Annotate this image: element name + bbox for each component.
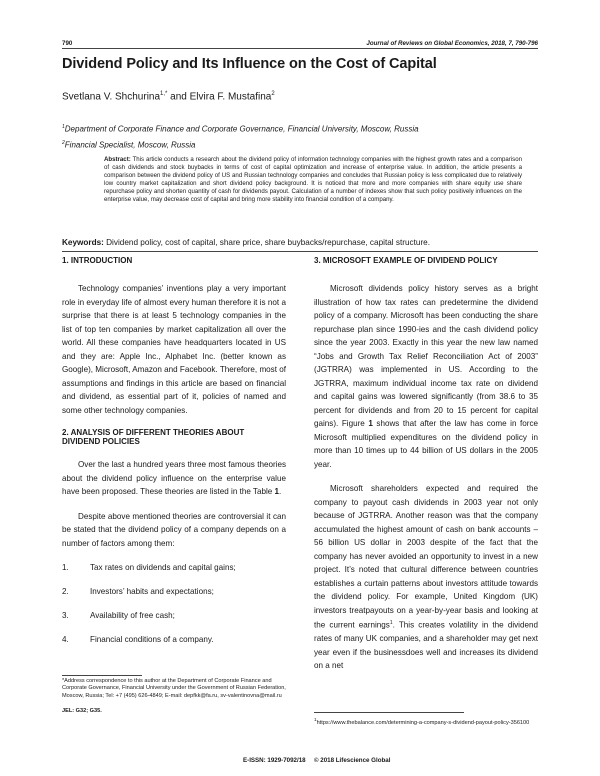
page-number: 790 xyxy=(62,40,73,47)
keywords-text: Dividend policy, cost of capital, share price, share buybacks/repurchase, capital structure. xyxy=(103,238,430,247)
eissn: E-ISSN: 1929-7092/18 xyxy=(243,757,306,764)
correspondence-footnote: *Address correspondence to this author at the Department of Corporate Finance and Corporate Governance, Financial University under the Government of Russian Federation, Moscow, Russia; Tel: +7 (495) 626-4849; E-mail: depfkk@fa.ru, sv-valentinovna@mail.ru xyxy=(62,678,286,699)
list-number: 3. xyxy=(62,611,69,620)
abstract-text: This article conducts a research about the dividend policy of information technology companies with the highest growth rates and a comparison of cash dividends and stock buybacks in terms of cost of capital optimization and increase of enterprise value. In addition, the article presents a comparison between the dividend policy of US and Russian technology companies and concludes that Russian policy is less complicated due to relatively low country market capitalization and short dividend policy background. It is noticed that more and more companies with share equity use share repurchase policy and shorten quantity of cash for dividends payout. Calculation of a number of indexes show that such policy positively influences on the enterprise value, may decrease cost of capital and bring more stability into financial condition of a company. xyxy=(104,156,522,204)
copyright: © 2018 Lifescience Global xyxy=(314,757,391,764)
affiliation xyxy=(62,124,419,134)
right-column xyxy=(314,256,538,684)
keywords-label: Keywords: xyxy=(62,238,104,247)
section-heading: 1. INTRODUCTION xyxy=(62,256,133,265)
list-item xyxy=(62,633,286,657)
abstract-label: Abstract: xyxy=(104,156,131,163)
author-superscript: 1,* xyxy=(160,91,168,97)
paragraph-text: Microsoft dividends policy history serves as a bright illustration of how tax rates can predetermine the dividend policy of a company. Microsoft has been conducting the share repurchase plan since 1990-ies and the cash dividend policy since the year 2003. Exactly in this year the new law named “Jobs and Growth Tax Relief Reconciliation Act of 2003” (JGTRRA) was implemented in US. According to the JGTRRA, maximum individual income tax rate on dividend and capital gains was lowered significantly (from 38.6 to 35 percent for dividends and from 20 to 15 percent for capital gains). Figure xyxy=(314,284,538,428)
header-rule xyxy=(62,48,538,49)
affiliation xyxy=(62,140,196,150)
author-superscript: 2 xyxy=(271,91,275,97)
paragraph xyxy=(314,282,538,471)
list-text: Financial conditions of a company. xyxy=(90,635,214,644)
footnote-rule xyxy=(314,712,464,713)
author-list xyxy=(62,91,275,102)
jel-codes: JEL: G32; G35. xyxy=(62,708,102,714)
section-heading-line: 2. ANALYSIS OF DIFFERENT THEORIES ABOUT xyxy=(62,428,245,437)
list-text: Investors’ habits and expectations; xyxy=(90,587,214,596)
list-number: 1. xyxy=(62,563,69,572)
left-column xyxy=(62,256,286,657)
section-heading-line: DIVIDEND POLICIES xyxy=(62,437,140,446)
paragraph-text: shows that after the law has come in force Microsoft multiplied expenditures on the dividend policy in more than 10 times up to 44 billion of US dollars in the 2005 year. xyxy=(314,419,539,469)
table-ref: 1 xyxy=(274,487,280,496)
list-number: 4. xyxy=(62,635,69,644)
figure-ref: 1 xyxy=(368,419,373,428)
paragraph: Technology companies’ inventions play a very important role in everyday life of almost every human therefore it is not a surprise that there is at least 5 technology companies in the list of top ten companies by market capitalization all over the world. All these companies have headquarters located in US and they are: Apple Inc., Alphabet Inc. (better known as Google), Microsoft, Amazon and Facebook. Therefore, most of assumptions and findings in this article are based on financial and dividend, as essential part of it, policies of named and some other technology companies. xyxy=(62,284,286,415)
list-number: 2. xyxy=(62,587,69,596)
author-name: Svetlana V. Shchurina xyxy=(62,91,161,103)
paragraph-text: . This creates volatility in the dividend rates of many UK companies, and a shareholder may get next year even if the businessdoes well and increases its dividend on a net xyxy=(314,620,538,671)
paragraph: Despite above mentioned theories are controversial it can be stated that the dividend policy of a company depends on a number of factors among them: xyxy=(62,511,286,548)
affiliation-text: Financial Specialist, Moscow, Russia xyxy=(64,140,196,150)
paragraph-text: Microsoft shareholders expected and required the company to payout cash dividends in 2003 year not only because of JGTRRA. Another reason was that the company accumulated the highest amount of cash on bank accounts – 56 billion US dollar in 2003 despite of the fact that the company has never avoided an opportunity to invest in a new project. It’s noted that cultural difference between countries establishes a curtain patterns about investors attitude towards the dividend policy. For example, United Kingdom (UK) investors treatpayouts on a year-by-year basis and looking at the current earnings xyxy=(314,484,538,630)
abstract xyxy=(104,156,522,205)
affiliation-text: Department of Corporate Finance and Corporate Governance, Financial University, Moscow, Russia xyxy=(64,124,419,134)
section-heading xyxy=(62,428,286,446)
keywords-rule xyxy=(62,251,538,252)
paragraph-text: . xyxy=(279,487,282,496)
footnote-marker: 1 xyxy=(389,620,393,626)
keywords xyxy=(62,238,538,247)
list-item xyxy=(62,561,286,585)
section-heading: 3. MICROSOFT EXAMPLE OF DIVIDEND POLICY xyxy=(314,256,498,265)
author-name: Elvira F. Mustafina xyxy=(189,91,272,103)
footnote-marker: 1 xyxy=(314,717,317,722)
paper-title: Dividend Policy and Its Influence on the Cost of Capital xyxy=(62,56,437,72)
url-footnote xyxy=(314,716,538,727)
journal-header: Journal of Reviews on Global Economics, 2018, 7, 790-796 xyxy=(366,40,538,47)
footnote-url: https://www.thebalance.com/determining-a-company-s-dividend-payout-policy-356100 xyxy=(316,719,530,726)
footnote-rule xyxy=(62,675,142,676)
affiliation-superscript: 1 xyxy=(62,124,65,130)
list-text: Tax rates on dividends and capital gains; xyxy=(90,563,236,572)
list-text: Availability of free cash; xyxy=(90,611,175,620)
list-item xyxy=(62,609,286,633)
paragraph xyxy=(62,458,286,499)
factor-list xyxy=(62,561,286,657)
paragraph-text: Over the last a hundred years three most famous theories about the dividend policy influence on the enterprise value have been proposed. These theories are listed in the Table xyxy=(62,460,286,496)
affiliation-superscript: 2 xyxy=(62,140,65,146)
list-item xyxy=(62,585,286,609)
author-joiner: and xyxy=(167,91,190,103)
paragraph xyxy=(314,482,538,673)
